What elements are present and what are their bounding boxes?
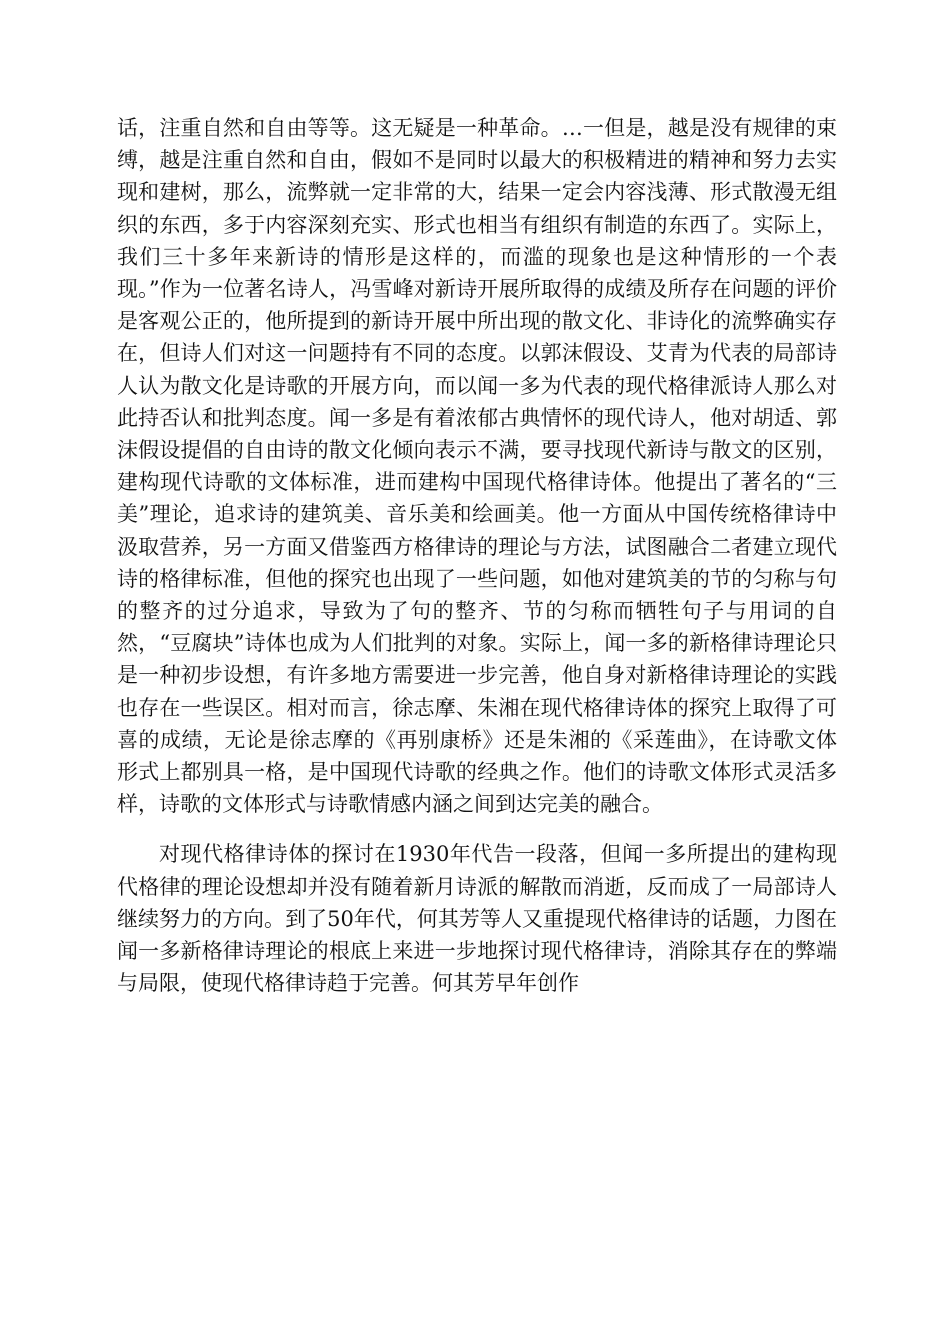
document-body xyxy=(117,112,837,999)
paragraph-modern-metrical-poetry: 对现代格律诗体的探讨在1930年代告一段落，但闻一多所提出的建构现代格律的理论设想却并没有随着新月诗派的解散而消逝，反而成了一局部诗人继续努力的方向。到了50年代，何其芳等人又重提现代格律诗的话题，力图在闻一多新格律诗理论的根底上来进一步地探讨现代格律诗，消除其存在的弊端与局限，使现代格律诗趋于完善。何其芳早年创作 xyxy=(117,842,837,996)
paragraph-continuation: 话，注重自然和自由等等。这无疑是一种革命。…一但是，越是没有规律的束缚，越是注重自然和自由，假如不是同时以最大的积极精进的精神和努力去实现和建树，那么，流弊就一定非常的大，结果一定会内容浅薄、形式散漫无组织的东西，多于内容深刻充实、形式也相当有组织有制造的东西了。实际上，我们三十多年来新诗的情形是这样的，而滥的现象也是这种情形的一个表现。”作为一位著名诗人，冯雪峰对新诗开展所取得的成绩及所存在问题的评价是客观公正的，他所提到的新诗开展中所出现的散文化、非诗化的流弊确实存在，但诗人们对这一问题持有不同的态度。以郭沫假设、艾青为代表的局部诗人认为散文化是诗歌的开展方向，而以闻一多为代表的现代格律派诗人那么对此持否认和批判态度。闻一多是有着浓郁古典情怀的现代诗人，他对胡适、郭沫假设提倡的自由诗的散文化倾向表示不满，要寻找现代新诗与散文的区别，建构现代诗歌的文体标准，进而建构中国现代格律诗体。他提出了著名的“三美”理论，追求诗的建筑美、音乐美和绘画美。他一方面从中国传统格律诗中汲取营养，另一方面又借鉴西方格律诗的理论与方法，试图融合二者建立现代诗的格律标准，但他的探究也出现了一些问题，如他对建筑美的节的匀称与句的整齐的过分追求，导致为了句的整齐、节的匀称而牺牲句子与用词的自然，“豆腐块”诗体也成为人们批判的对象。实际上，闻一多的新格律诗理论只是一种初步设想，有许多地方需要进一步完善，他自身对新格律诗理论的实践也存在一些误区。相对而言，徐志摩、朱湘在现代格律诗体的探究上取得了可喜的成绩，无论是徐志摩的《再别康桥》还是朱湘的《采莲曲》，在诗歌文体形式上都别具一格，是中国现代诗歌的经典之作。他们的诗歌文体形式灵活多样，诗歌的文体形式与诗歌情感内涵之间到达完美的融合。 xyxy=(117,116,837,817)
